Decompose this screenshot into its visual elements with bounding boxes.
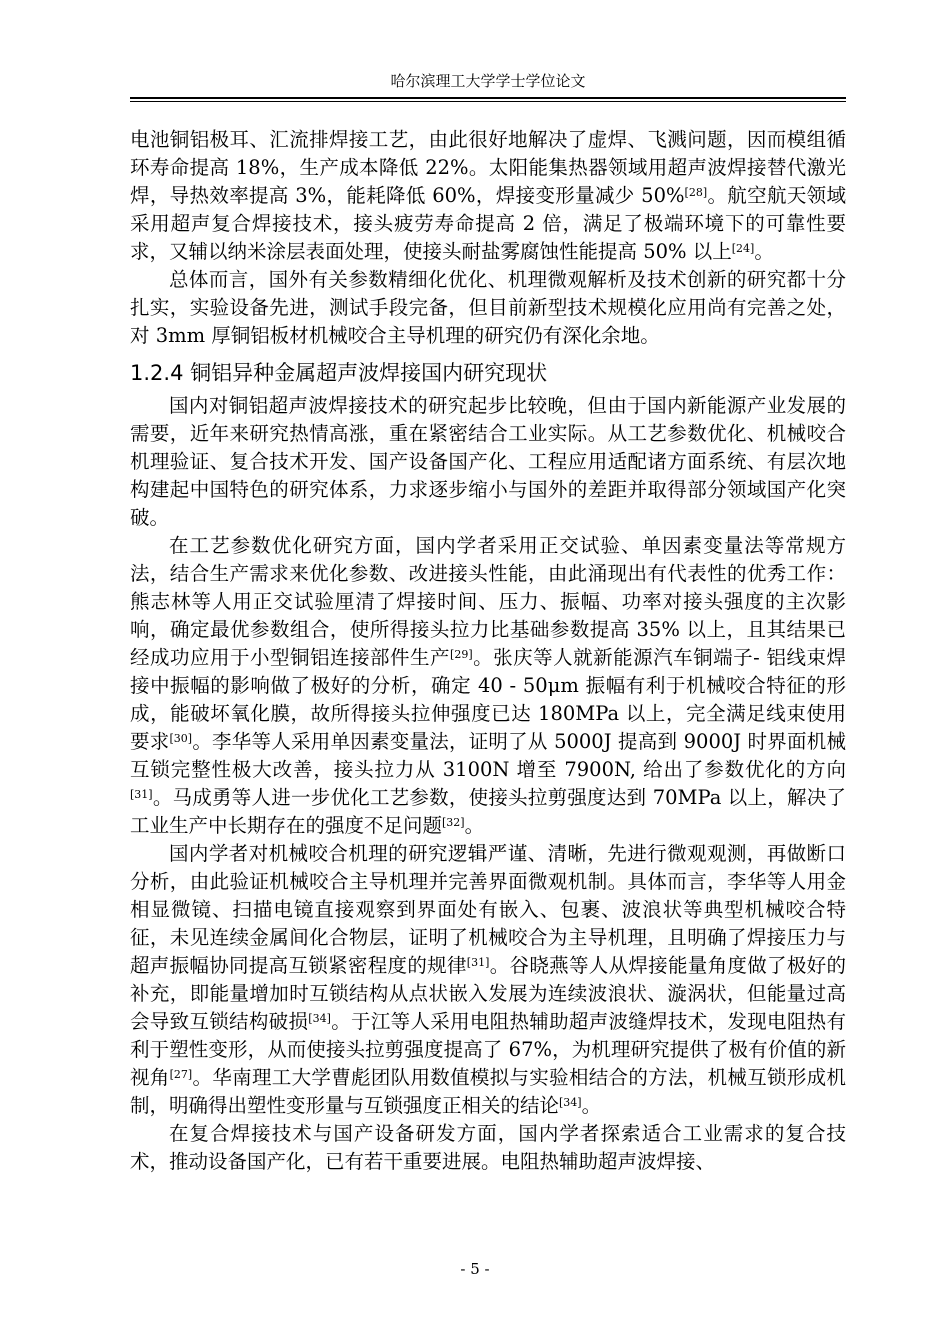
citation: [30] [169,731,193,745]
header-rule-thin [130,101,846,102]
header-rule [130,97,846,99]
paragraph: 在工艺参数优化研究方面，国内学者采用正交试验、单因素变量法等常规方法，结合生产需求来优化参数、改进接头性能，由此涌现出有代表性的优秀工作：熊志林等人用正交试验厘清了焊接时间、压力、振幅、功率对接头强度的主次影响，确定最优参数组合，使所得接头拉力比基础参数提高 35% 以上，且其结果已经成功应用于小型铜铝连接部件生产[29]。张庆等人就新能源汽车铜端子- 铝线束焊接中振幅的影响做了极好的分析，确定 40 - 50μm 振幅有利于机械咬合特征的形成，能破坏氧化膜，故所得接头拉伸强度已达 180MPa 以上，完全满足线束使用要求[30]。李华等人采用单因素变量法，证明了从 5000J 提高到 9000J 时界面机械互锁完整性极大改善，接头拉力从 3100N 增至 7900N, 给出了参数优化的方向[31]。马成勇等人进一步优化工艺参数，使接头拉剪强度达到 70MPa 以上，解决了工业生产中长期存在的强度不足问题[32]。 [130,534,846,837]
body-text [130,126,846,1176]
citation: [34] [559,1095,582,1109]
citation: [34] [308,1011,331,1025]
citation: [27] [169,1067,193,1081]
paragraph: 国内学者对机械咬合机理的研究逻辑严谨、清晰，先进行微观观测，再做断口分析，由此验证机械咬合主导机理并完善界面微观机制。具体而言，李华等人用金相显微镜、扫描电镜直接观察到界面处有嵌入、包裹、波浪状等典型机械咬合特征，未见连续金属间化合物层，证明了机械咬合为主导机理，且明确了焊接压力与超声振幅协同提高互锁紧密程度的规律[31]。谷晓燕等人从焊接能量角度做了极好的补充，即能量增加时互锁结构从点状嵌入发展为连续波浪状、漩涡状，但能量过高会导致互锁结构破损[34]。于江等人采用电阻热辅助超声波缝焊技术，发现电阻热有利于塑性变形，从而使接头拉剪强度提高了 67%，为机理研究提供了极有价值的新视角[27]。华南理工大学曹彪团队用数值模拟与实验相结合的方法，机械互锁形成机制，明确得出塑性变形量与互锁强度正相关的结论[34]。 [130,842,846,1117]
citation: [32] [442,815,465,829]
citation: [31] [466,955,490,969]
citation: [28] [684,185,708,199]
running-header: 哈尔滨理工大学学士学位论文 [390,72,586,90]
paragraph: 总体而言，国外有关参数精细化优化、机理微观解析及技术创新的研究都十分扎实，实验设备先进，测试手段完备，但目前新型技术规模化应用尚有完善之处，对 3mm 厚铜铝板材机械咬合主导机理的研究仍有深化余地。 [130,268,846,347]
citation: [29] [450,647,473,661]
paragraph: 电池铜铝极耳、汇流排焊接工艺，由此很好地解决了虚焊、飞溅问题，因而模组循环寿命提高 18%，生产成本降低 22%。太阳能集热器领域用超声波焊接替代激光焊，导热效率提高 3%，能耗降低 60%，焊接变形量减少 50%[28]。航空航天领域采用超声复合焊接技术，接头疲劳寿命提高 2 倍，满足了极端环境下的可靠性要求，又辅以纳米涂层表面处理，使接头耐盐雾腐蚀性能提高 50% 以上[24]。 [130,128,846,263]
paragraph: 国内对铜铝超声波焊接技术的研究起步比较晚，但由于国内新能源产业发展的需要，近年来研究热情高涨，重在紧密结合工业实际。从工艺参数优化、机械咬合机理验证、复合技术开发、国产设备国产化、工程应用适配诸方面系统、有层次地构建起中国特色的研究体系，力求逐步缩小与国外的差距并取得部分领域国产化突破。 [130,394,846,529]
page-number: - 5 - [460,1260,490,1278]
citation: [24] [731,241,755,255]
citation: [31] [130,787,153,801]
section-heading: 1.2.4 铜铝异种金属超声波焊接国内研究现状 [130,361,548,385]
paragraph: 在复合焊接技术与国产设备研发方面，国内学者探索适合工业需求的复合技术，推动设备国产化，已有若干重要进展。电阻热辅助超声波焊接、 [130,1122,846,1173]
